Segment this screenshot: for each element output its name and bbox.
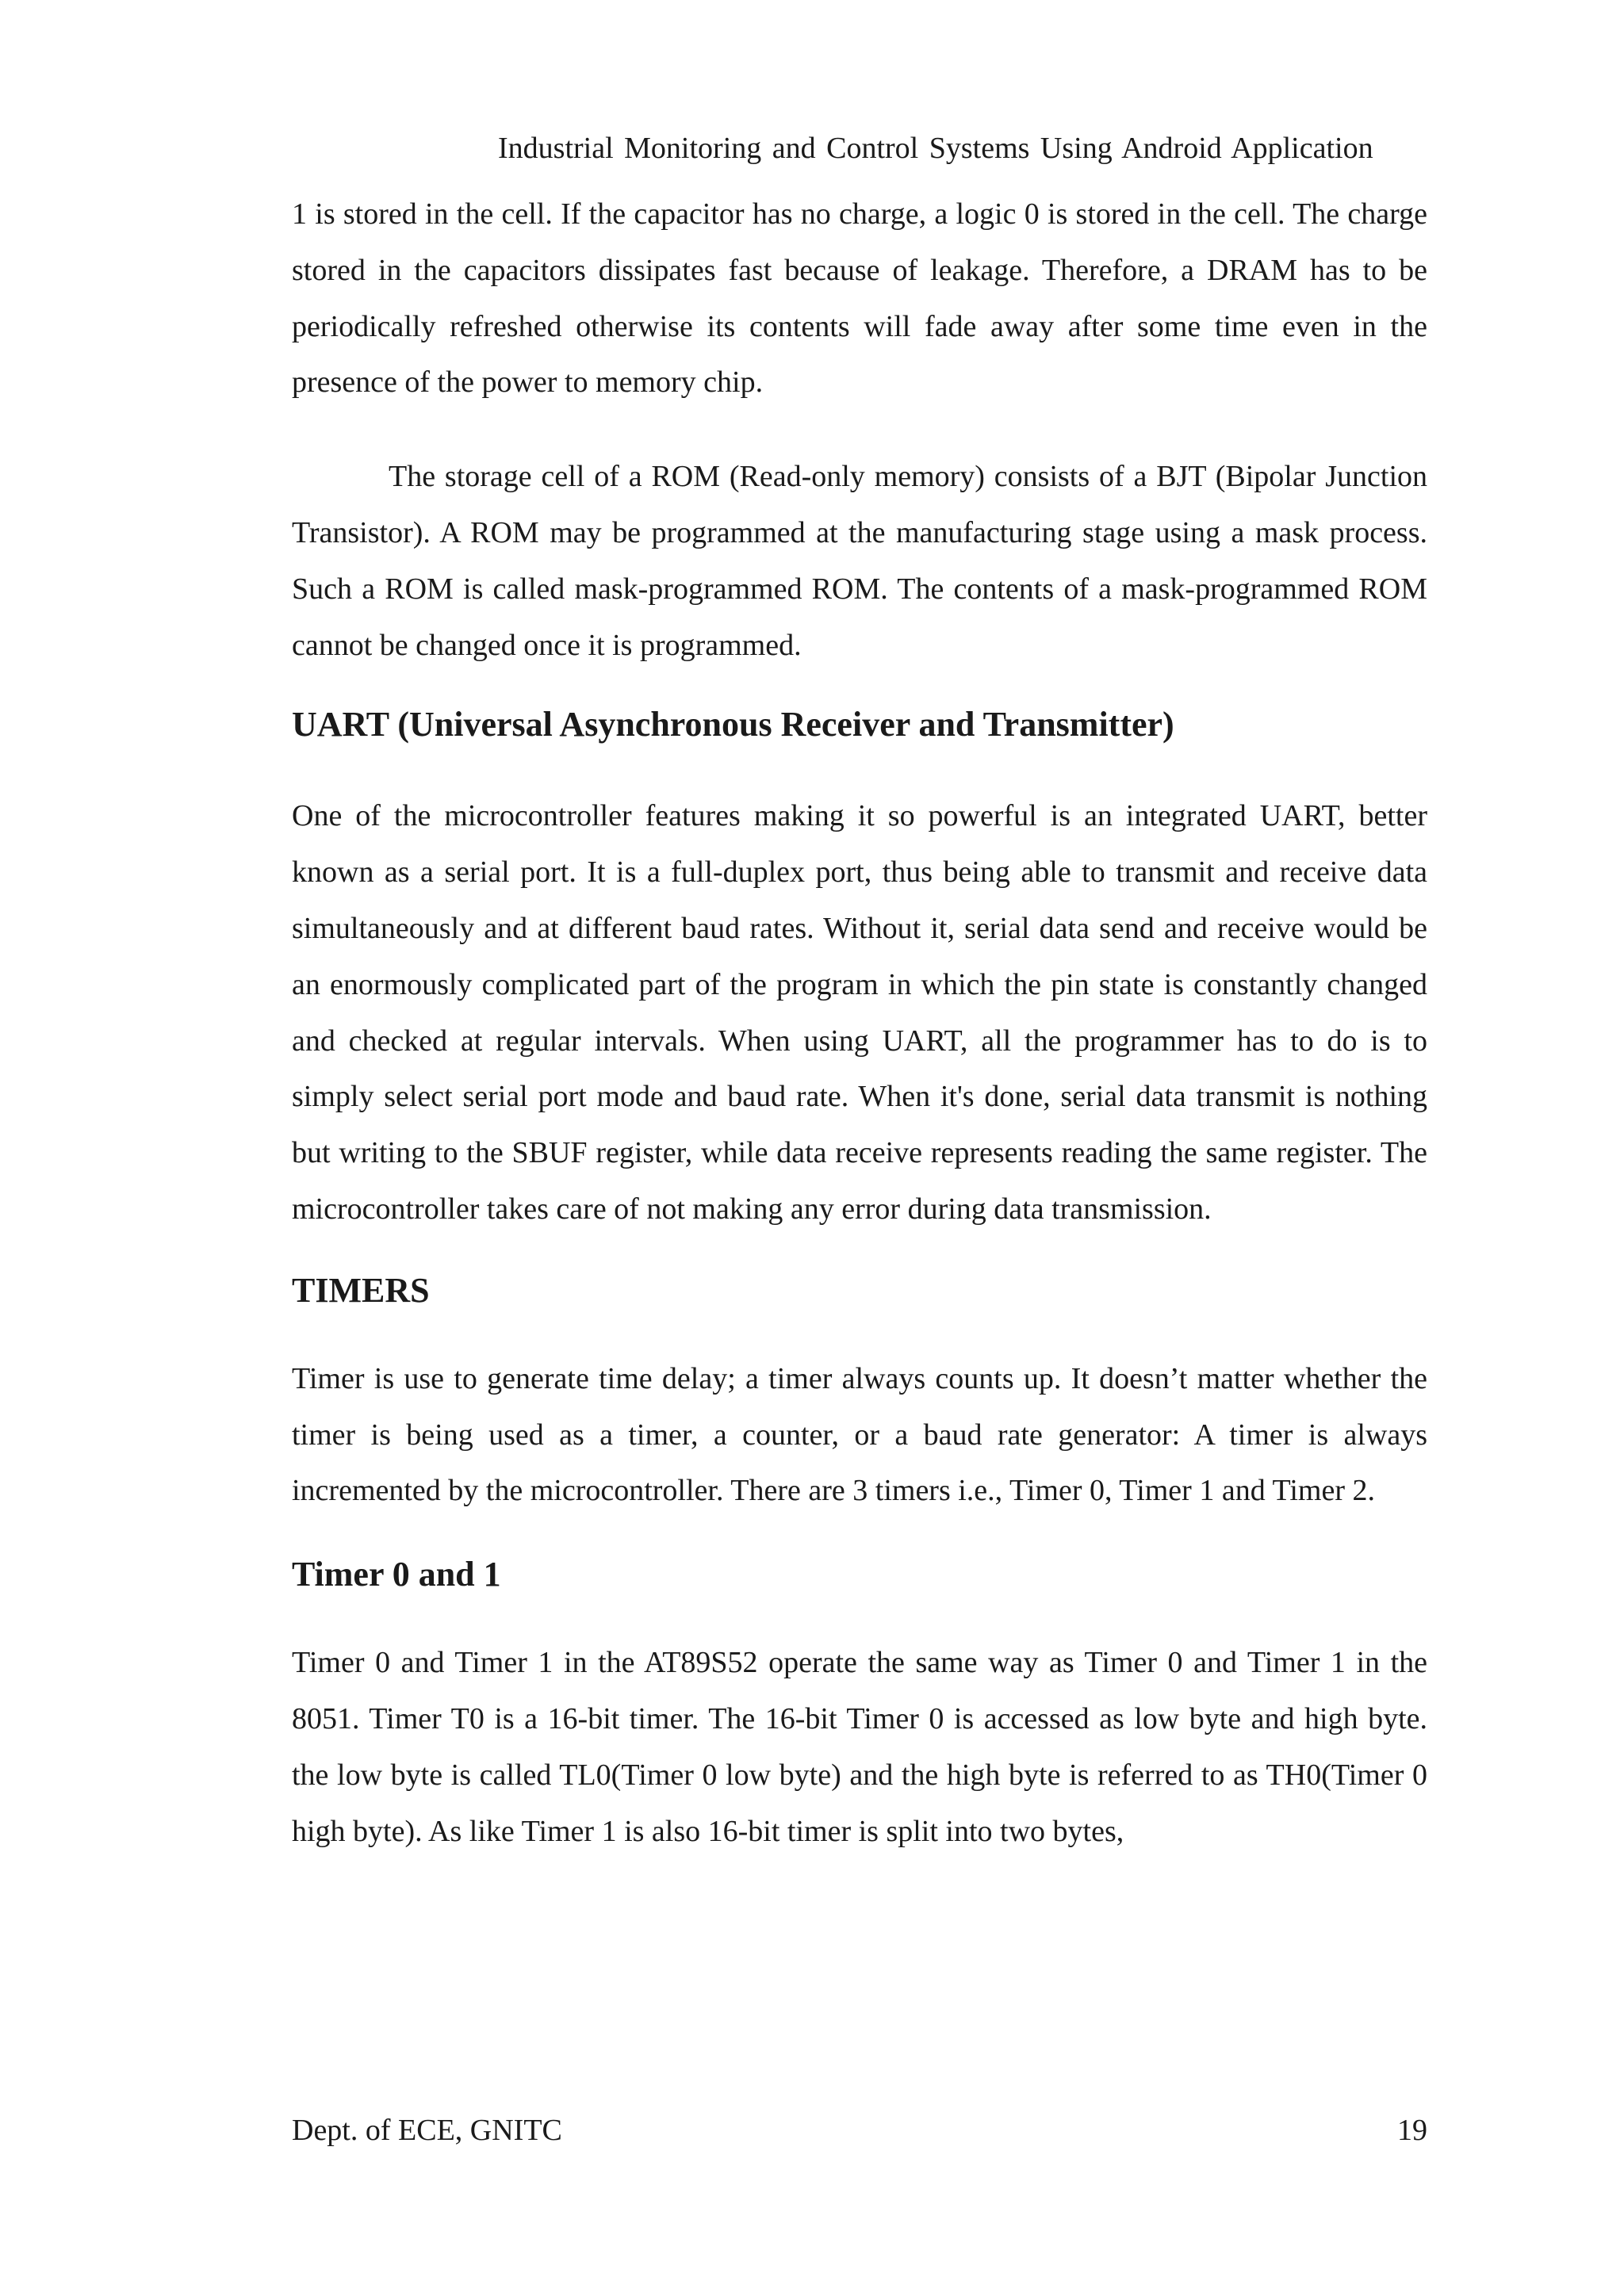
paragraph-dram: 1 is stored in the cell. If the capacitor has no charge, a logic 0 is stored in the cell. The charge stored in the capacitors dissipates fast because of leakage. Therefore, a DRAM has to be periodically refreshed otherwise its contents will fade away after some time even in the presence of the power to memory chip. — [292, 197, 1427, 400]
heading-timers: TIMERS — [292, 1270, 430, 1310]
paragraph-uart: One of the microcontroller features making it so powerful is an integrated UART, better known as a serial port. It is a full-duplex port, thus being able to transmit and receive data simultaneously and at different baud rates. Without it, serial data send and receive would be an enormously complicated part of the program in which the pin state is constantly changed and checked at regular intervals. When using UART, all the programmer has to do is to simply select serial port mode and baud rate. When it's done, serial data transmit is nothing but writing to the SBUF register, while data receive represents reading the same register. The microcontroller takes care of not making any error during data transmission. — [292, 799, 1427, 1226]
paragraph-timer-0-and-1: Timer 0 and Timer 1 in the AT89S52 operate the same way as Timer 0 and Timer 1 in the 8051. Timer T0 is a 16-bit timer. The 16-bit Timer 0 is accessed as low byte and high byte. the low byte is called TL0(Timer 0 low byte) and the high byte is referred to as TH0(Timer 0 high byte). As like Timer 1 is also 16-bit timer is split into two bytes, — [292, 1646, 1427, 1848]
paragraph-rom: The storage cell of a ROM (Read-only memory) consists of a BJT (Bipolar Junction Transistor). A ROM may be programmed at the manufacturing stage using a mask process. Such a ROM is called mask-programmed ROM. The contents of a mask-programmed ROM cannot be changed once it is programmed. — [292, 460, 1427, 662]
page-number: 19 — [1397, 2114, 1427, 2147]
heading-timer-0-and-1: Timer 0 and 1 — [292, 1555, 501, 1594]
running-header: Industrial Monitoring and Control Systems Using Android Application — [498, 132, 1373, 165]
heading-uart: UART (Universal Asynchronous Receiver and Transmitter) — [292, 705, 1174, 744]
paragraph-timers: Timer is use to generate time delay; a timer always counts up. It doesn’t matter whether the timer is being used as a timer, a counter, or a baud rate generator: A timer is always incremented by the microcontroller. There are 3 timers i.e., Timer 0, Timer 1 and Timer 2. — [292, 1361, 1427, 1508]
footer-department: Dept. of ECE, GNITC — [292, 2114, 562, 2147]
page-content — [292, 186, 1427, 1859]
